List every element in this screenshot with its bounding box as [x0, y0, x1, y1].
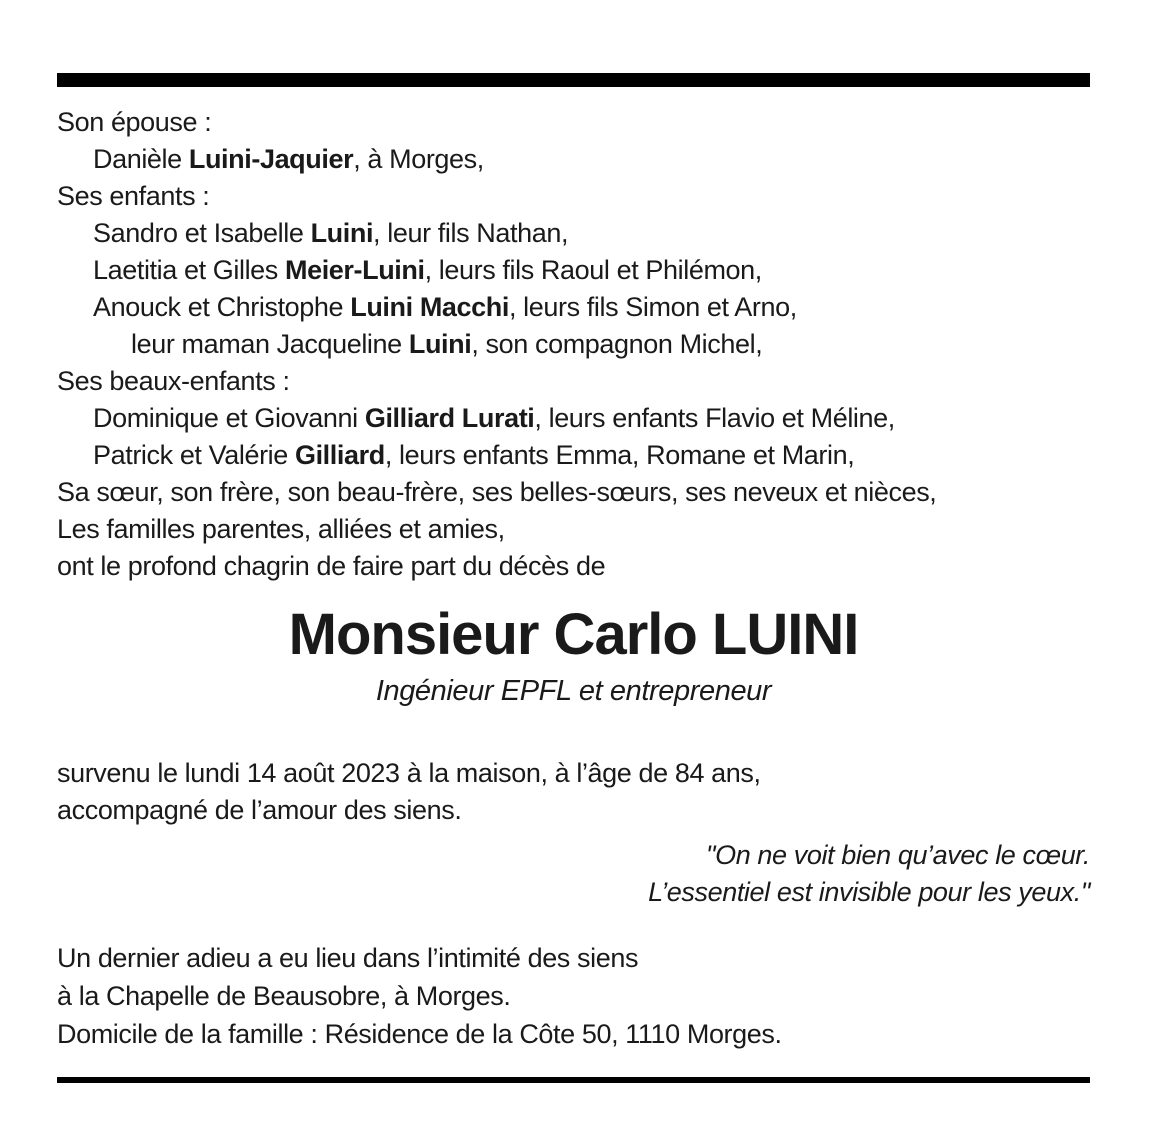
family-line: leur maman Jacqueline Luini, son compagnon Michel,: [131, 329, 763, 359]
family-list: [57, 104, 1090, 585]
family-line: Anouck et Christophe Luini Macchi, leurs fils Simon et Arno,: [93, 292, 797, 322]
farewell-line: Domicile de la famille : Résidence de la Côte 50, 1110 Morges.: [57, 1019, 782, 1049]
family-line: Ses enfants :: [57, 181, 210, 211]
farewell-paragraph: [57, 939, 1090, 1053]
family-line: ont le profond chagrin de faire part du décès de: [57, 551, 606, 581]
family-line: Son épouse :: [57, 107, 212, 137]
memorial-quote: [57, 837, 1090, 911]
family-line: Sa sœur, son frère, son beau-frère, ses belles-sœurs, ses neveux et nièces,: [57, 477, 937, 507]
farewell-line: Un dernier adieu a eu lieu dans l’intimité des siens: [57, 943, 639, 973]
quote-line: L’essentiel est invisible pour les yeux.": [648, 877, 1090, 907]
family-line: Sandro et Isabelle Luini, leur fils Nathan,: [93, 218, 569, 248]
family-line: Ses beaux-enfants :: [57, 366, 290, 396]
family-line: Dominique et Giovanni Gilliard Lurati, leurs enfants Flavio et Méline,: [93, 403, 895, 433]
family-line: Danièle Luini-Jaquier, à Morges,: [93, 144, 484, 174]
family-line: Laetitia et Gilles Meier-Luini, leurs fils Raoul et Philémon,: [93, 255, 762, 285]
death-line: accompagné de l’amour des siens.: [57, 795, 462, 825]
death-line: survenu le lundi 14 août 2023 à la maison, à l’âge de 84 ans,: [57, 758, 761, 788]
death-paragraph: [57, 755, 1090, 829]
farewell-line: à la Chapelle de Beausobre, à Morges.: [57, 981, 511, 1011]
deceased-profession: Ingénieur EPFL et entrepreneur: [375, 675, 772, 707]
bottom-divider: [57, 1077, 1090, 1083]
family-line: Les familles parentes, alliées et amies,: [57, 514, 505, 544]
top-divider: [57, 73, 1090, 87]
deceased-name: Monsieur Carlo LUINI: [288, 602, 859, 667]
quote-line: "On ne voit bien qu’avec le cœur.: [705, 840, 1090, 870]
family-line: Patrick et Valérie Gilliard, leurs enfants Emma, Romane et Marin,: [93, 440, 855, 470]
